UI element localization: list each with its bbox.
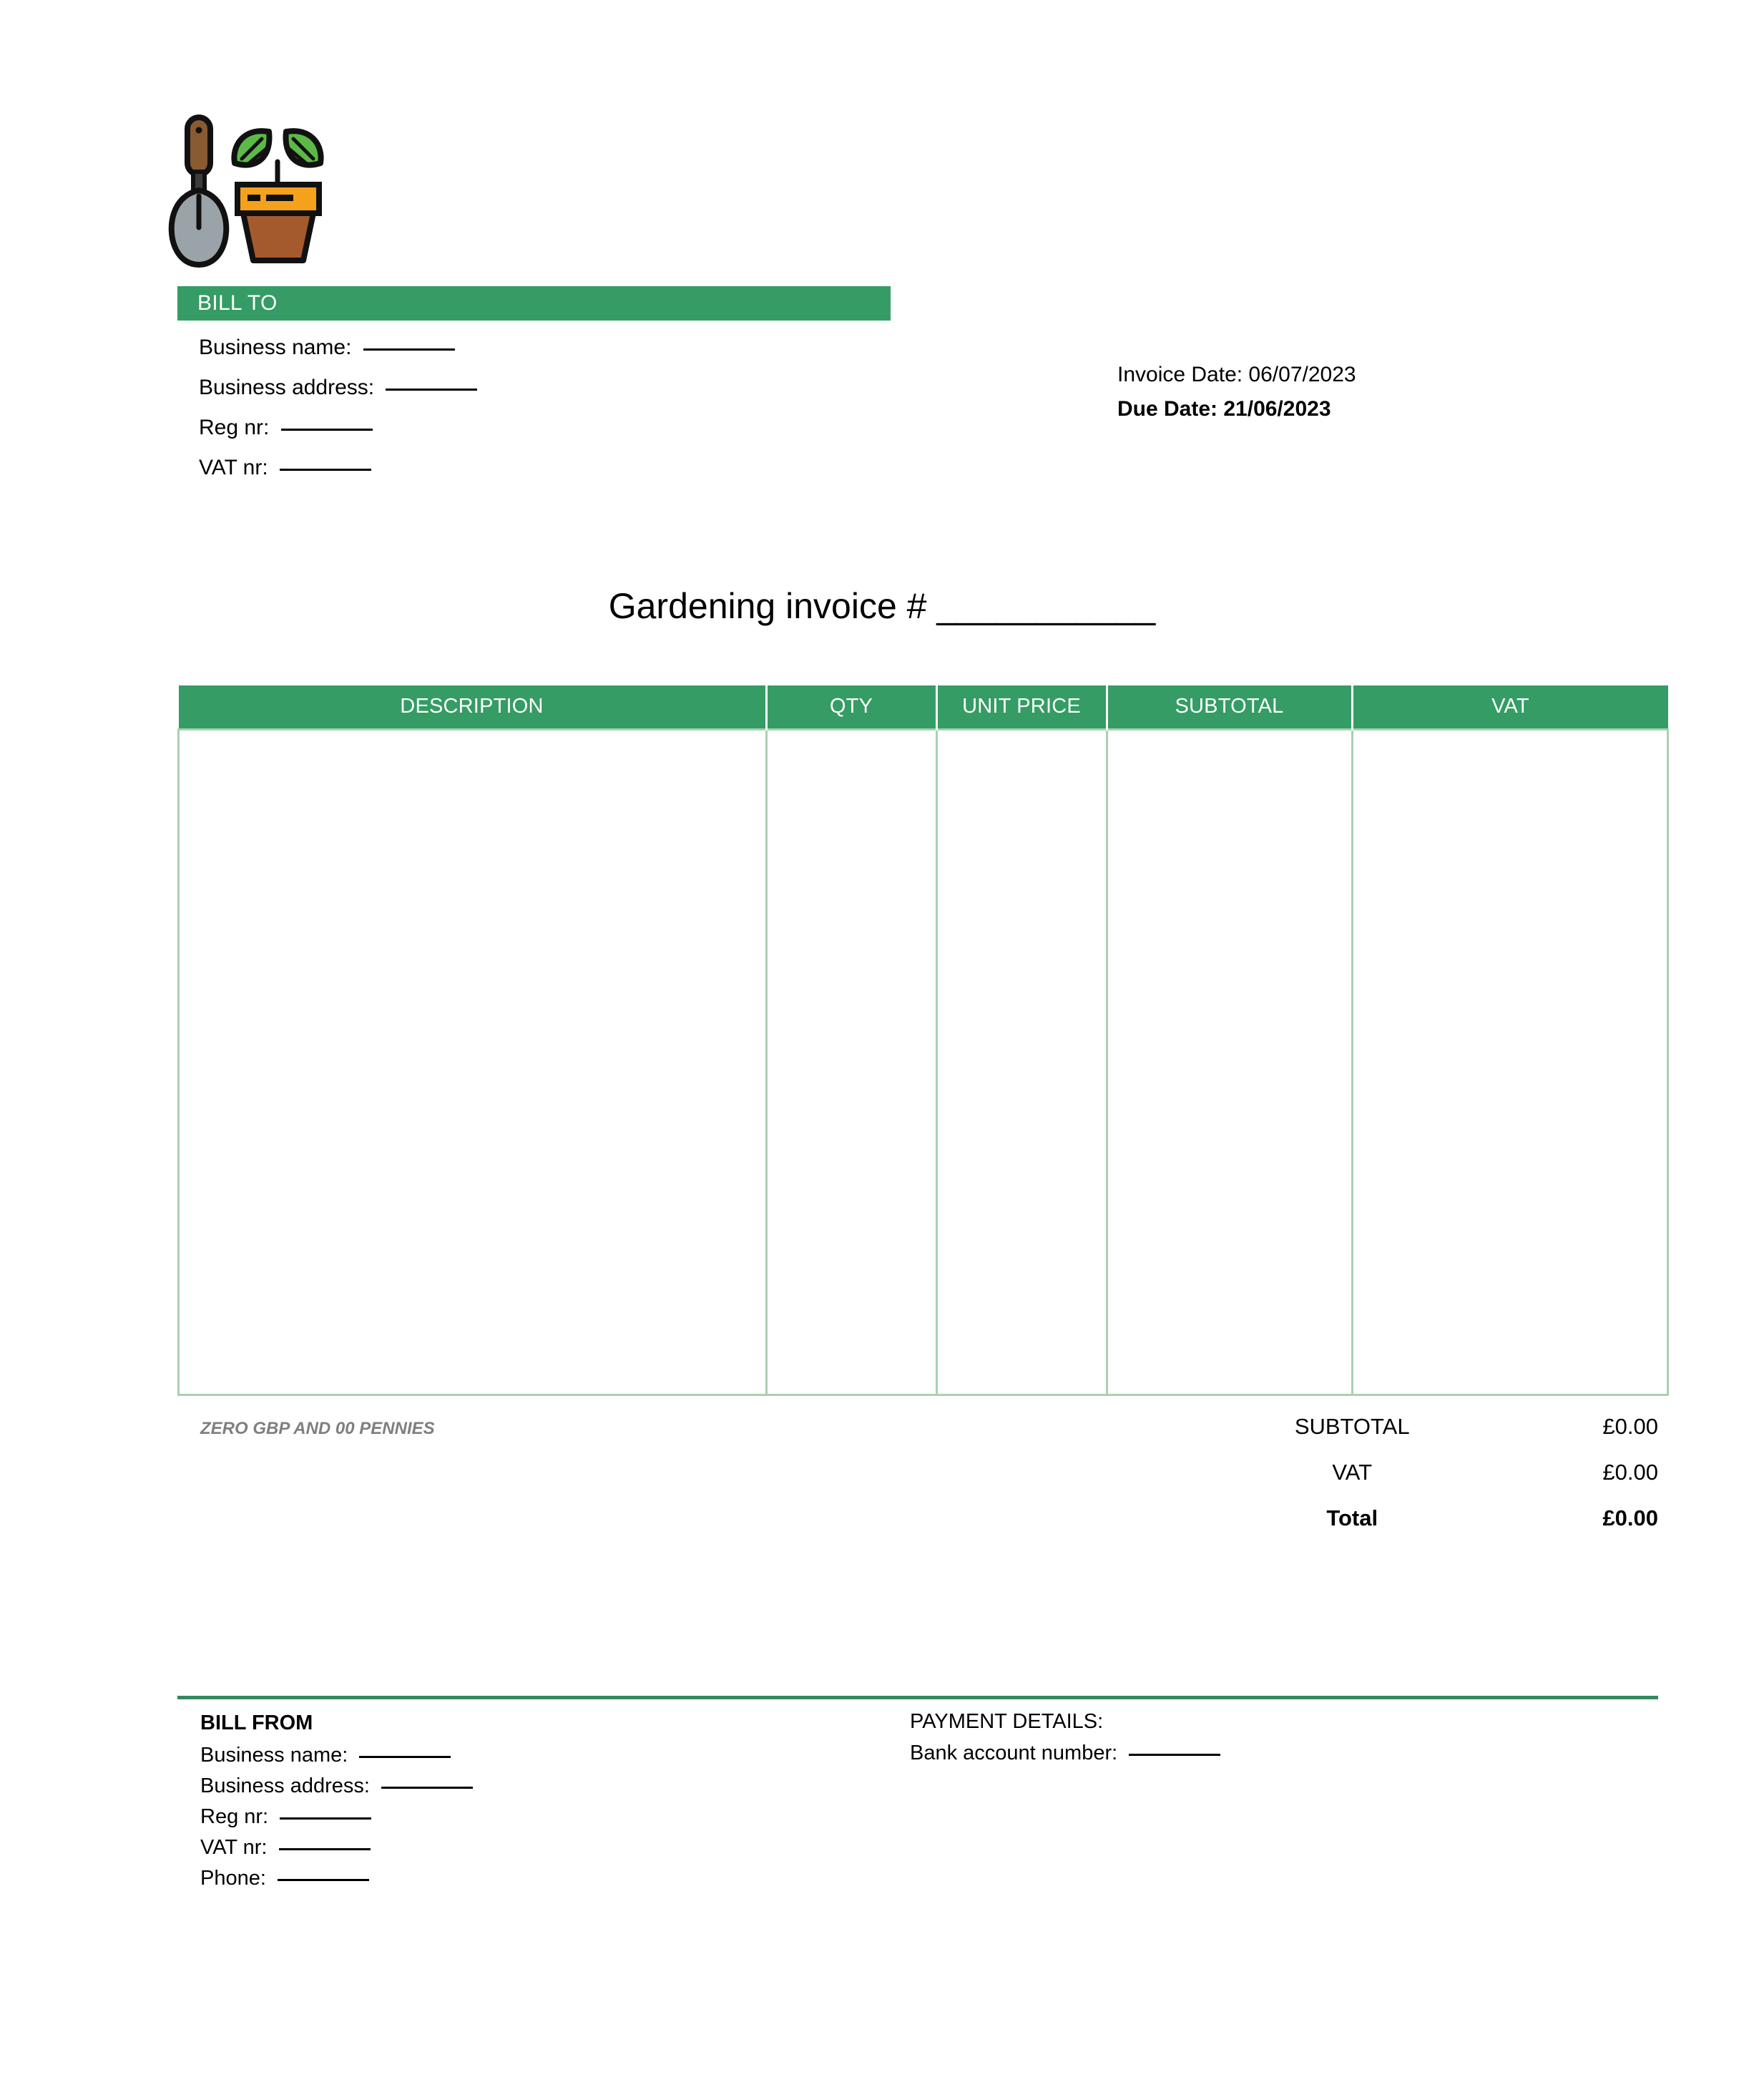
invoice-items-table [177, 685, 1669, 1396]
bill-to-fields [199, 328, 986, 488]
bill-from-vat-nr-row [200, 1832, 844, 1863]
bill-from-vat-nr-input[interactable] [279, 1847, 371, 1850]
bill-from-phone-row [200, 1863, 844, 1894]
bill-to-reg-nr-label: Reg nr: [199, 416, 270, 439]
bill-from-business-name-input[interactable] [359, 1755, 451, 1758]
bill-to-business-name-label: Business name: [199, 336, 352, 359]
bill-to-reg-nr-row [199, 408, 986, 448]
bill-from-header-label: BILL FROM [200, 1712, 313, 1734]
totals-label-subtotal: SUBTOTAL [1294, 1414, 1410, 1439]
table-row [179, 730, 1668, 1395]
gardening-logo [163, 106, 329, 269]
column-header-vat: VAT [1352, 685, 1668, 730]
items-table-header [179, 685, 1668, 730]
totals-row-vat [1102, 1450, 1658, 1495]
totals-value-subtotal: £0.00 [1602, 1414, 1658, 1439]
items-table-body [179, 730, 1668, 1395]
cell-vat[interactable] [1352, 730, 1668, 1395]
totals-value-total: £0.00 [1602, 1505, 1659, 1530]
cell-unit-price[interactable] [936, 730, 1107, 1395]
items-table-header-row [179, 685, 1668, 730]
bill-to-business-name-input[interactable] [363, 348, 455, 351]
bill-to-business-address-input[interactable] [386, 388, 477, 391]
bill-from-business-name-label: Business name: [200, 1744, 348, 1767]
bill-to-header-label: BILL TO [197, 291, 278, 315]
totals-label-vat: VAT [1332, 1460, 1373, 1485]
bank-account-number-row [910, 1737, 1625, 1769]
bill-to-header-bar [177, 286, 891, 321]
cell-qty[interactable] [766, 730, 936, 1395]
totals-row-total [1102, 1495, 1658, 1541]
payment-details-block [910, 1706, 1625, 1769]
bank-account-number-label: Bank account number: [910, 1742, 1118, 1764]
amount-in-words: ZERO GBP AND 00 PENNIES [200, 1419, 435, 1438]
bill-to-business-name-row [199, 328, 986, 368]
trowel-and-plant-icon [163, 106, 329, 269]
totals-block [1102, 1404, 1658, 1541]
bill-from-business-name-row [200, 1740, 844, 1771]
column-header-subtotal: SUBTOTAL [1107, 685, 1352, 730]
column-header-unit-price: UNIT PRICE [936, 685, 1107, 730]
bill-from-business-address-row [200, 1771, 844, 1802]
footer-divider [177, 1696, 1658, 1699]
page-title: Gardening invoice # ___________ [608, 586, 1156, 626]
bill-from-vat-nr-label: VAT nr: [200, 1836, 268, 1859]
due-date-text: Due Date: 21/06/2023 [1117, 397, 1331, 421]
cell-description[interactable] [179, 730, 767, 1395]
invoice-date-text: Invoice Date: 06/07/2023 [1117, 363, 1356, 386]
bill-to-business-address-row [199, 368, 986, 408]
cell-subtotal[interactable] [1107, 730, 1352, 1395]
bill-from-phone-input[interactable] [278, 1878, 369, 1881]
column-header-description: DESCRIPTION [179, 685, 767, 730]
bill-to-vat-nr-input[interactable] [280, 468, 371, 471]
bill-from-phone-label: Phone: [200, 1867, 266, 1890]
totals-row-subtotal [1102, 1404, 1658, 1450]
bill-to-vat-nr-row [199, 448, 986, 488]
totals-label-total: Total [1326, 1505, 1378, 1530]
payment-details-header-label: PAYMENT DETAILS: [910, 1710, 1104, 1733]
bill-to-vat-nr-label: VAT nr: [199, 456, 268, 479]
bill-to-reg-nr-input[interactable] [281, 428, 373, 431]
totals-value-vat: £0.00 [1602, 1460, 1658, 1485]
bill-to-business-address-label: Business address: [199, 376, 375, 399]
bank-account-number-input[interactable] [1129, 1753, 1220, 1756]
bill-from-reg-nr-input[interactable] [280, 1817, 371, 1820]
invoice-dates [1117, 358, 1356, 426]
bill-from-business-address-label: Business address: [200, 1774, 370, 1797]
bill-from-business-address-input[interactable] [381, 1786, 473, 1789]
column-header-qty: QTY [766, 685, 936, 730]
bill-from-reg-nr-row [200, 1802, 844, 1832]
bill-from-reg-nr-label: Reg nr: [200, 1805, 269, 1828]
bill-from-block [200, 1706, 844, 1894]
